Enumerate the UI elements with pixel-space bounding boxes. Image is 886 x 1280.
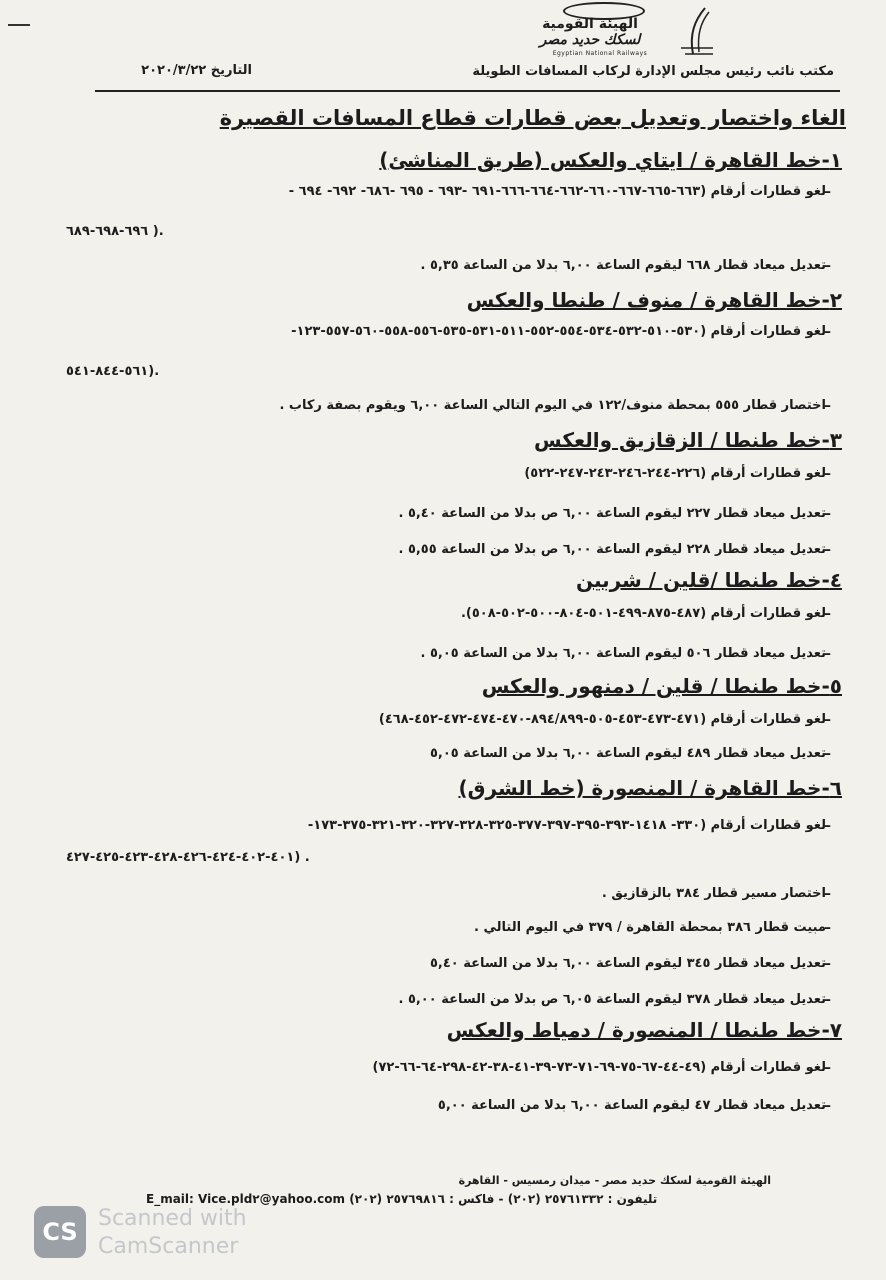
bullet-dash: –	[824, 1060, 831, 1076]
list-item: لغو قطارات أرقام (٤٧١-٤٧٣-٤٥٣-٥٠٥-٨٩٤/٨٩٩-٤٧٠-٤٧٤-٤٧٢-٤٥٢-٤٦٨)	[378, 712, 826, 727]
list-item: تعديل ميعاد قطار ٢٢٨ ليقوم الساعة ٦,٠٠ ص بدلا من الساعة ٥,٥٥ .	[398, 542, 826, 557]
bullet-dash: –	[824, 746, 831, 762]
bullet-dash: –	[824, 712, 831, 728]
list-item-continuation: ٦٩٦-٦٩٨-٦٨٩ ).	[66, 224, 164, 239]
list-item: تعديل ميعاد قطار ٥٠٦ ليقوم الساعة ٦,٠٠ بدلا من الساعة ٥,٠٥ .	[420, 646, 826, 661]
bullet-dash: –	[824, 886, 831, 902]
list-item: لغو قطارات أرقام (٣٣٠- ١٤١٨-٣٩٣-٣٩٥-٣٩٧-٣٧٧-٣٢٥-٣٢٨-٣٢٧-٣٢٠-٣٢١-٣٧٥-١٧٣-	[307, 818, 826, 833]
camscanner-badge-text: CS	[42, 1218, 78, 1246]
bullet-dash: –	[824, 606, 831, 622]
bullet-dash: –	[824, 506, 831, 522]
bullet-dash: –	[824, 466, 831, 482]
list-item: تعديل ميعاد قطار ٣٧٨ ليقوم الساعة ٦,٠٥ ص بدلا من الساعة ٥,٠٠ .	[398, 992, 826, 1007]
bullet-dash: –	[824, 184, 831, 200]
footer-contact: E_mail: Vice.pld٢@yahoo.com تليفون : ٢٥٧٦١٣٣٢ (٢٠٢) - فاكس : ٢٥٧٦٩٨١٦ (٢٠٢)	[146, 1192, 658, 1206]
bullet-dash: –	[824, 920, 831, 936]
org-name: الهيئة القومية	[542, 16, 638, 32]
list-item: لغو قطارات أرقام (٦٦٣-٦٦٥-٦٦٧-٦٦٠-٦٦٢-٦٦٤-٦٦٦-٦٩١ -٦٩٣ - ٦٩٥ -٦٨٦- ٦٩٢- ٦٩٤ -	[288, 184, 826, 199]
list-item: اختصار قطار ٥٥٥ بمحطة منوف/١٢٢ في اليوم التالي الساعة ٦,٠٠ ويقوم بصفة ركاب .	[279, 398, 826, 413]
camscanner-logo-icon	[34, 1206, 86, 1258]
section-heading: ٤-خط طنطا /قلين / شربين	[575, 568, 842, 592]
list-item: لغو قطارات أرقام (٤٨٧-٨٧٥-٤٩٩-٥٠١-٨٠٤-٥٠٠-٥٠٢-٥٠٨).	[460, 606, 826, 621]
org-logo	[505, 2, 715, 64]
list-item-continuation: ٤٠١-٤٠٢-٤٢٤-٤٢٦-٤٢٨-٤٢٣-٤٢٥-٤٢٧) .	[66, 850, 310, 865]
bullet-dash: –	[824, 258, 831, 274]
list-item: تعديل ميعاد قطار ٤٧ ليقوم الساعة ٦,٠٠ بدلا من الساعة ٥,٠٠	[437, 1098, 826, 1113]
office-title: مكتب نائب رئيس مجلس الإدارة لركاب المسافات الطويلة	[472, 64, 834, 79]
list-item: لغو قطارات أرقام (٥٣٠-٥١٠-٥٣٢-٥٣٤-٥٥٤-٥٥٢-٥١١-٥٣١-٥٣٥-٥٥٦-٥٥٨-٥٦٠-٥٥٧-١٢٣-	[291, 324, 826, 339]
list-item: اختصار مسير قطار ٣٨٤ بالزقازيق .	[601, 886, 826, 901]
list-item: لغو قطارات أرقام (٢٢٦-٢٤٤-٢٤٦-٢٤٣-٢٤٧-٥٢٢)	[524, 466, 826, 481]
bullet-dash: –	[824, 956, 831, 972]
bullet-dash: –	[824, 992, 831, 1008]
section-heading: ١-خط القاهرة / ايتاي والعكس (طريق المناشئ)	[379, 148, 842, 172]
document-date: التاريخ ٢٠٢٠/٣/٢٢	[141, 63, 252, 78]
bullet-dash: –	[824, 818, 831, 834]
list-item: مبيت قطار ٣٨٦ بمحطة القاهرة / ٣٧٩ في اليوم التالي .	[474, 920, 826, 935]
footer-address: الهيئة القومية لسكك حديد مصر - ميدان رمسيس - القاهرة	[458, 1174, 771, 1187]
watermark-line2: CamScanner	[98, 1234, 239, 1259]
bullet-dash: –	[824, 542, 831, 558]
bullet-dash: –	[824, 324, 831, 340]
section-heading: ٧-خط طنطا / المنصورة / دمياط والعكس	[446, 1018, 842, 1042]
org-subname: لسكك حديد مصر	[539, 32, 641, 48]
list-item-continuation: ٥٦١-٨٤٤-٥٤١).	[66, 364, 160, 379]
section-heading: ٥-خط طنطا / قلين / دمنهور والعكس	[481, 674, 842, 698]
section-heading: ٢-خط القاهرة / منوف / طنطا والعكس	[466, 288, 842, 312]
bullet-dash: –	[824, 398, 831, 414]
list-item: لغو قطارات أرقام (٤٩-٤٤-٦٧-٧٥-٦٩-٧١-٧٣-٣٩-٤١-٣٨-٤٢-٢٩٨-٦٤-٦٦-٧٢)	[372, 1060, 826, 1075]
list-item: تعديل ميعاد قطار ٣٤٥ ليقوم الساعة ٦,٠٠ بدلا من الساعة ٥,٤٠	[429, 956, 826, 971]
header-divider	[95, 90, 840, 92]
section-heading: ٣-خط طنطا / الزقازيق والعكس	[534, 428, 842, 452]
list-item: تعديل ميعاد قطار ٤٨٩ ليقوم الساعة ٦,٠٠ بدلا من الساعة ٥,٠٥	[429, 746, 826, 761]
railway-wing-icon	[675, 4, 715, 59]
org-english-name: Egyptian National Railways	[552, 50, 648, 57]
list-item: تعديل ميعاد قطار ٢٢٧ ليقوم الساعة ٦,٠٠ ص بدلا من الساعة ٥,٤٠ .	[398, 506, 826, 521]
document-title: الغاء واختصار وتعديل بعض قطارات قطاع المسافات القصيرة	[219, 106, 846, 130]
bullet-dash: –	[824, 646, 831, 662]
list-item: تعديل ميعاد قطار ٦٦٨ ليقوم الساعة ٦,٠٠ بدلا من الساعة ٥,٣٥ .	[420, 258, 826, 273]
bullet-dash: –	[824, 1098, 831, 1114]
margin-mark	[8, 24, 30, 26]
section-heading: ٦-خط القاهرة / المنصورة (خط الشرق)	[458, 776, 842, 800]
watermark-line1: Scanned with	[98, 1206, 247, 1231]
